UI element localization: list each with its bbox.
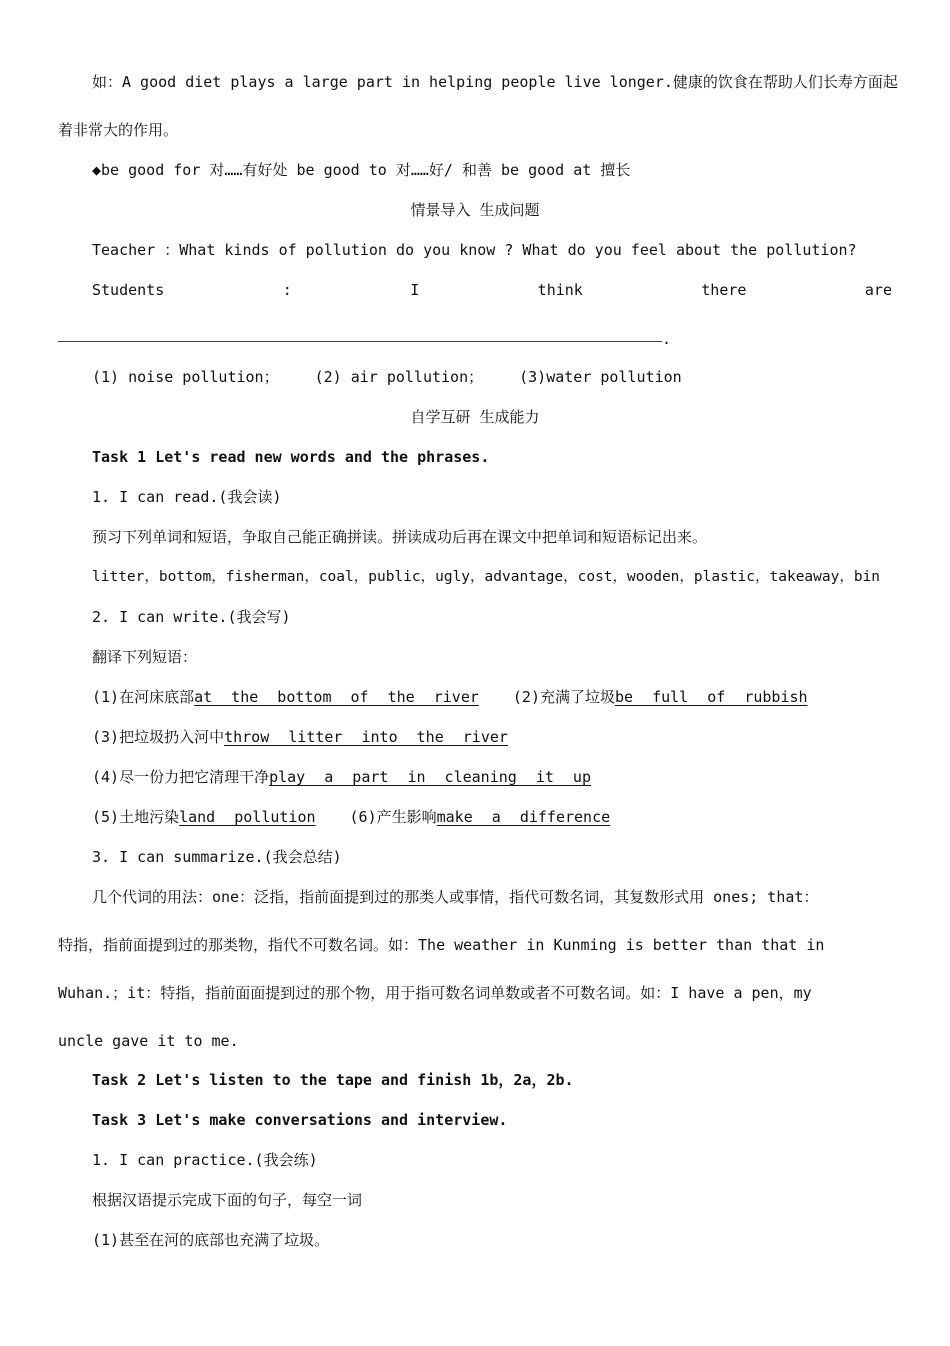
summary-line: uncle gave it to me. [58,1032,239,1050]
phrase-answer: play a part in cleaning it up [269,768,591,786]
phrase-answer: make a difference [436,808,611,826]
summary-line: 特指，指前面提到过的那类物，指代不可数名词。如：The weather in Kunming is better than that in [58,936,825,954]
students-word: think [537,281,583,299]
students-word: : [282,281,292,299]
phrase-row [92,806,610,828]
blank-period: . [662,330,672,348]
task3-heading: Task 3 Let's make conversations and interview. [92,1111,508,1129]
translate-instruction: 翻译下列短语： [92,648,198,666]
option-item: (3)water pollution [519,368,682,386]
summarize-title: 3. I can summarize.(我会总结) [92,848,342,866]
task1-heading: Task 1 Let's read new words and the phrases. [92,448,490,466]
phrase-note: ◆be good for 对……有好处 be good to 对……好/ 和善 be good at 擅长 [92,161,631,179]
phrase-prompt: (3)把垃圾扔入河中 [92,728,225,746]
example-sentence-line1: 如：A good diet plays a large part in helping people live longer.健康的饮食在帮助人们长寿方面起 [92,73,898,91]
phrase-answer: land pollution [179,808,316,826]
phrase-answer: at the bottom of the river [194,688,479,706]
summary-line: Wuhan.；it：特指，指前面面提到过的那个物，用于指可数名词单数或者不可数名词。如：I have a pen，my [58,984,812,1002]
students-word: Students [92,281,165,299]
practice-title: 1. I can practice.(我会练) [92,1151,318,1169]
phrase-row [92,726,508,748]
students-line [92,279,892,301]
phrase-prompt: (4)尽一份力把它清理干净 [92,768,270,786]
practice-instruction: 根据汉语提示完成下面的句子，每空一词 [92,1191,363,1209]
example-sentence-line2: 着非常大的作用。 [58,121,179,139]
read-title: 1. I can read.(我会读) [92,488,282,506]
section-heading-scenario: 情景导入 生成问题 [410,201,540,219]
teacher-line: Teacher ：What kinds of pollution do you know ? What do you feel about the pollution? [92,241,857,259]
answer-blank [58,341,662,342]
phrase-row [92,766,591,788]
practice-item: (1)甚至在河的底部也充满了垃圾。 [92,1231,330,1249]
read-instruction: 预习下列单词和短语，争取自己能正确拼读。拼读成功后再在课文中把单词和短语标记出来。 [92,528,708,546]
students-word: there [701,281,747,299]
phrase-prompt: (5)土地污染 [92,808,180,826]
phrase-prompt: (1)在河床底部 [92,688,195,706]
write-title: 2. I can write.(我会写) [92,608,291,626]
word-list: litter，bottom，fisherman，coal，public，ugly，advantage，cost，wooden，plastic，takeaway，bin [92,569,881,585]
section-heading-selfstudy: 自学互研 生成能力 [410,408,540,426]
phrase-prompt: (6)产生影响 [349,808,437,826]
task2-heading: Task 2 Let's listen to the tape and finish 1b，2a，2b. [92,1071,574,1089]
phrase-prompt: (2)充满了垃圾 [512,688,615,706]
option-item: (2) air pollution； [314,368,484,386]
phrase-answer: throw litter into the river [224,728,508,746]
option-item: (1) noise pollution； [92,368,279,386]
summary-line: 几个代词的用法：one：泛指，指前面提到过的那类人或事情，指代可数名词，其复数形式用 ones; that： [92,888,819,906]
phrase-row [92,686,808,708]
students-word: are [864,281,892,299]
students-word: I [410,281,420,299]
pollution-options [92,366,682,388]
phrase-answer: be full of rubbish [615,688,808,706]
